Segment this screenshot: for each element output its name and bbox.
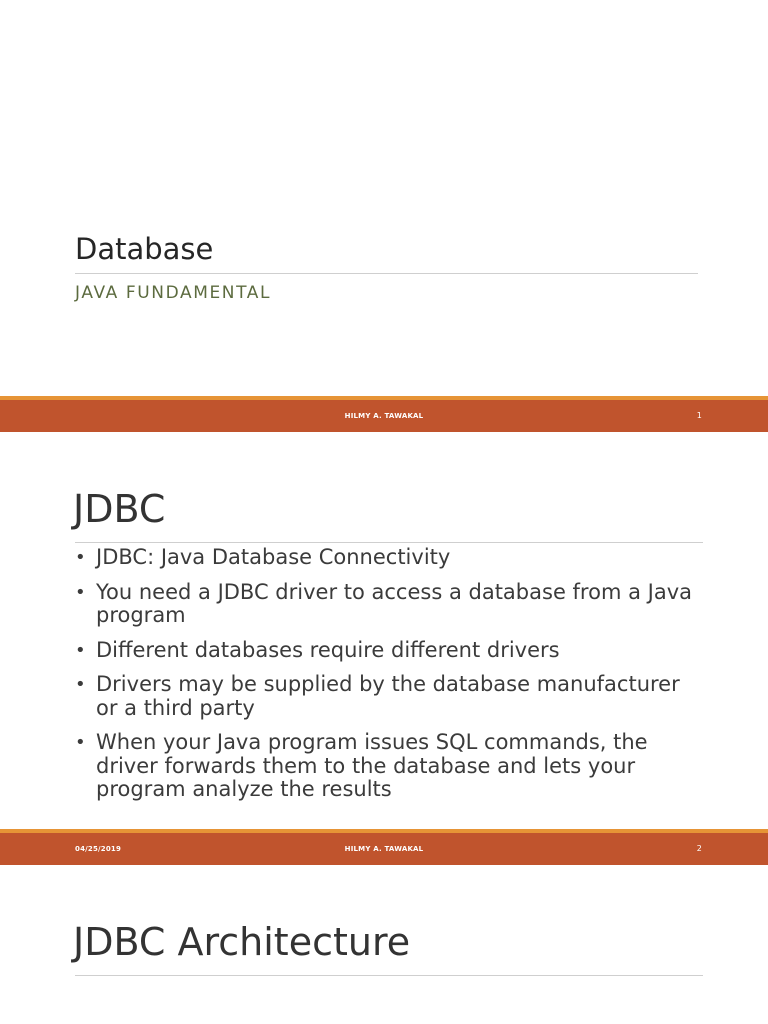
slide-footer: [0, 833, 768, 865]
slide-subtitle: JAVA FUNDAMENTAL: [75, 283, 272, 303]
bullet-icon: •: [75, 674, 86, 695]
bullet-icon: •: [75, 639, 86, 661]
bullet-item: [75, 673, 705, 720]
footer-date: 04/25/2019: [75, 845, 122, 853]
bullet-text: When your Java program issues SQL commands, the driver forwards them to the database and lets your program analyze the results: [96, 730, 648, 801]
bullet-list: [75, 546, 705, 813]
bullet-text: You need a JDBC driver to access a database from a Java program: [96, 579, 692, 627]
slide-title: Database: [75, 232, 214, 266]
bullet-text: Different databases require different drivers: [96, 637, 560, 662]
title-divider: [75, 975, 703, 976]
bullet-icon: •: [75, 732, 86, 753]
slide-title: JDBC Architecture: [73, 920, 411, 964]
bullet-text: Drivers may be supplied by the database manufacturer or a third party: [96, 672, 680, 720]
bullet-item: [75, 731, 705, 802]
slide-1: [0, 0, 768, 432]
title-divider: [75, 542, 703, 543]
footer-author: HILMY A. TAWAKAL: [344, 845, 424, 853]
footer-author: HILMY A. TAWAKAL: [344, 412, 424, 420]
bullet-icon: •: [75, 581, 86, 603]
bullet-text: JDBC: Java Database Connectivity: [96, 545, 451, 569]
slide-title: JDBC: [73, 487, 166, 531]
bullet-item: [75, 546, 705, 570]
slide-footer: [0, 400, 768, 432]
slide-number: 1: [696, 411, 702, 420]
title-divider: [75, 273, 698, 274]
bullet-item: [75, 581, 705, 628]
bullet-item: [75, 639, 705, 663]
slide-2: [0, 432, 768, 865]
slide-number: 2: [696, 844, 702, 853]
bullet-icon: •: [75, 547, 86, 568]
slide-3: [0, 865, 768, 1024]
